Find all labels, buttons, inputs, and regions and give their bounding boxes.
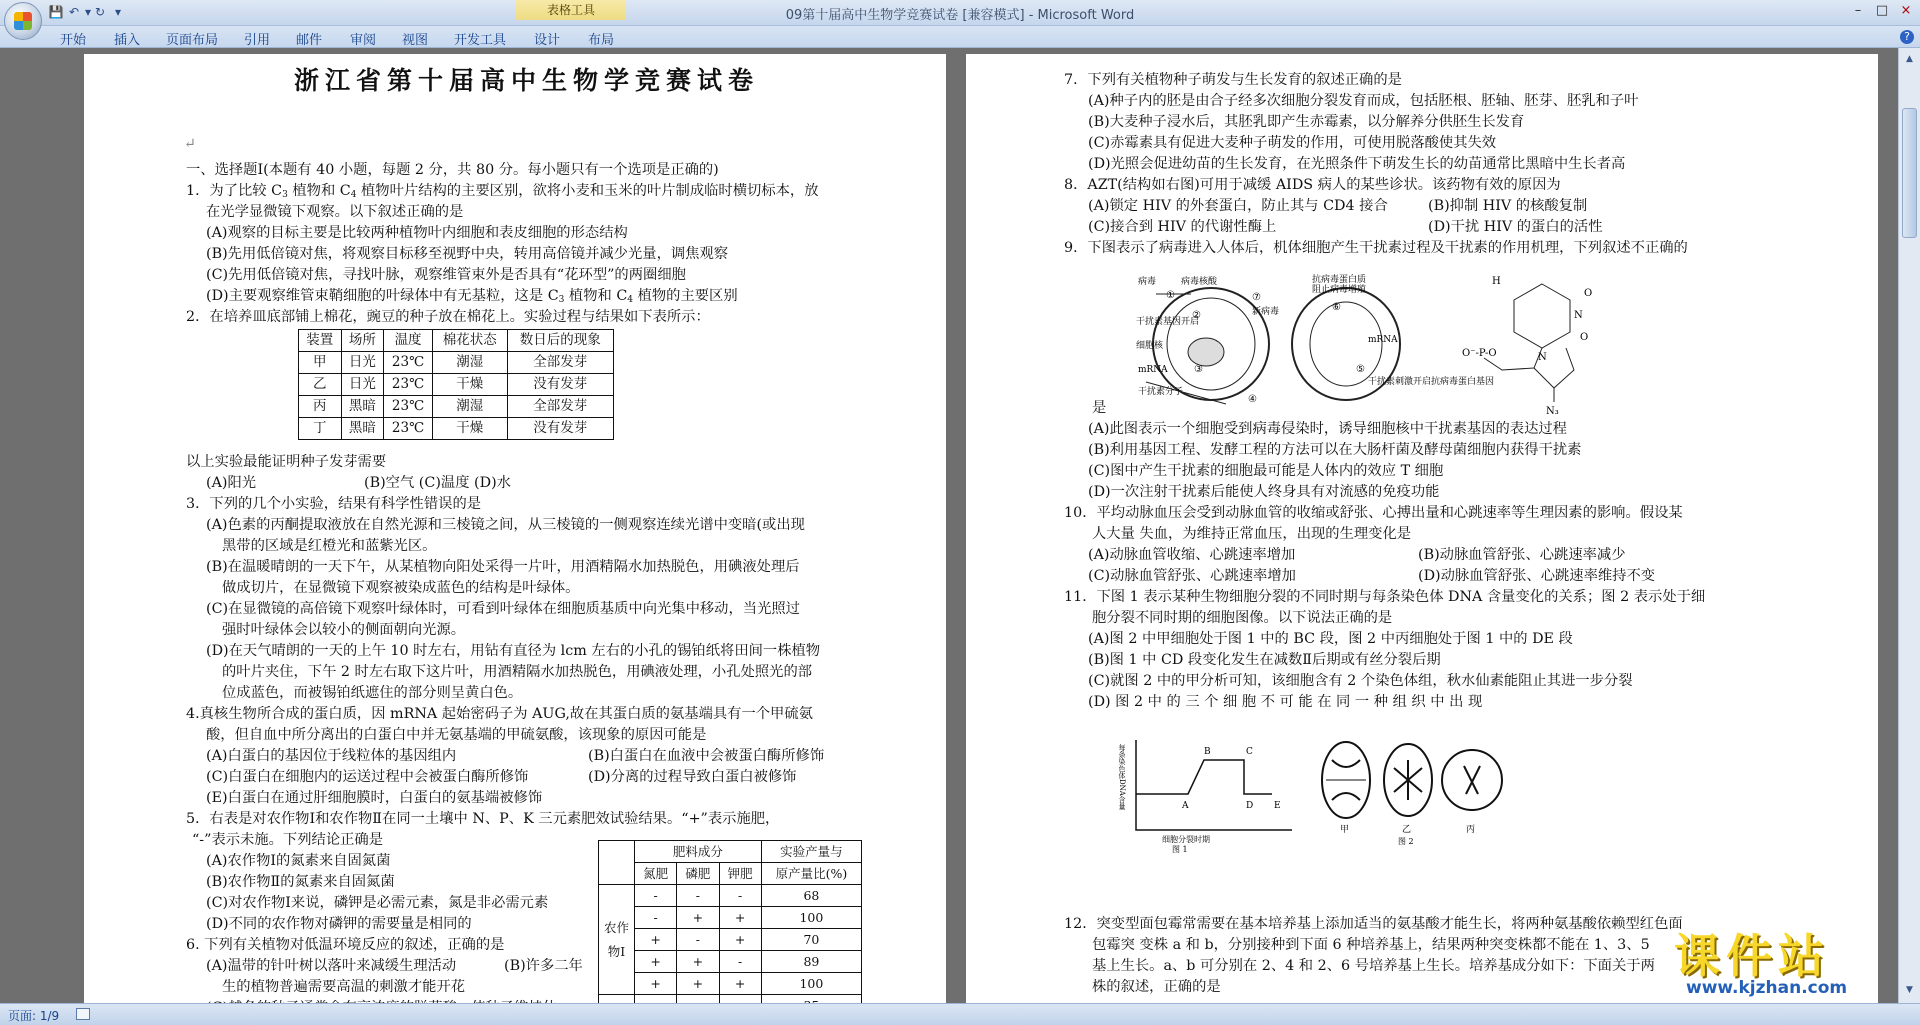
- option-4a: (A)白蛋白的基因位于线粒体的基因组内: [206, 748, 457, 764]
- table-header-row: [299, 330, 614, 352]
- table-cell: 黑暗: [341, 396, 384, 418]
- table-cell: 全部发芽: [507, 396, 614, 418]
- option-3b: (B)在温暖晴朗的一天下午，从某植物向阳处采得一片叶，用酒精隔水加热脱色，用碘液处理后: [206, 559, 800, 575]
- option-7a: (A)种子内的胚是由合子经多次细胞分裂发育而成，包括胚根、胚轴、胚芽、胚乳和子叶: [1088, 93, 1639, 109]
- table-cell: 甲: [299, 352, 342, 374]
- help-icon[interactable]: ?: [1900, 30, 1914, 44]
- office-logo-icon: [14, 12, 32, 30]
- page-title: 浙江省第十届高中生物学竞赛试卷: [294, 66, 760, 95]
- option-10c: (C)动脉血管舒张、心跳速率增加: [1088, 568, 1296, 584]
- option-9b: (B)利用基因工程、发酵工程的方法可以在大肠杆菌及酵母菌细胞内获得干扰素: [1088, 442, 1582, 458]
- option-5b: (B)农作物Ⅱ的氮素来自固氮菌: [206, 874, 395, 890]
- table-cell: 丁: [299, 418, 342, 440]
- option-11a: (A)图 2 中甲细胞处于图 1 中的 BC 段，图 2 中丙细胞处于图 1 中的 DE 段: [1088, 631, 1573, 647]
- graph-point-d: D: [1246, 801, 1254, 811]
- step-7: ⑦: [1252, 292, 1261, 303]
- label-antiviral-protein: 抗病毒蛋白质: [1312, 275, 1367, 285]
- option-3d-line2: 的叶片夹住，下午 2 时左右取下这片叶，用酒精隔水加热脱色，用碘液处理，小孔处照光的部: [222, 664, 813, 680]
- cell-yi-label: 乙: [1402, 825, 1412, 835]
- proofing-icon[interactable]: [76, 1008, 90, 1020]
- question-1-line2: 在光学显微镜下观察。以下叙述正确的是: [206, 204, 464, 220]
- option-1c: (C)先用低倍镜对焦，寻找叶脉，观察维管束外是否具有“花环型”的两圈细胞: [206, 267, 686, 283]
- option-5a: (A)农作物Ⅰ的氮素来自固氮菌: [206, 853, 391, 869]
- table-cell: +: [635, 929, 677, 951]
- table-cell: 潮湿: [432, 396, 507, 418]
- graph-y-label: 每条染色体DNA含量: [1118, 744, 1126, 810]
- option-3d-line3: 位成蓝色，而被锡铂纸遮住的部分则呈黄白色。: [222, 685, 523, 701]
- table-cell: 没有发芽: [507, 374, 614, 396]
- question-2: 2．在培养皿底部铺上棉花，豌豆的种子放在棉花上。实验过程与结果如下表所示：: [186, 309, 710, 325]
- page-1: [84, 54, 946, 1014]
- status-bar: [0, 1003, 1920, 1025]
- table-cell: 干燥: [432, 374, 507, 396]
- table-cell: 丙: [299, 396, 342, 418]
- option-4c: (C)白蛋白在细胞内的运送过程中会被蛋白酶所修饰: [206, 769, 529, 785]
- table-cell: +: [677, 907, 719, 929]
- table-cell: 23℃: [384, 418, 433, 440]
- tab-review[interactable]: 审阅: [350, 33, 377, 48]
- customize-qat-icon[interactable]: ▾: [114, 5, 122, 19]
- table-header: 实验产量与: [761, 841, 861, 863]
- table-header: 原产量比(%): [761, 863, 861, 885]
- option-9a: (A)此图表示一个细胞受到病毒侵染时，诱导细胞核中干扰素基因的表达过程: [1088, 421, 1567, 437]
- table-cell: -: [719, 885, 761, 907]
- table-cell: +: [719, 973, 761, 995]
- ribbon-tabs: [0, 26, 1920, 48]
- question-11: 11．下图 1 表示某种生物细胞分裂的不同时期与每条染色体 DNA 含量变化的关系；图 2 表示处于细: [1064, 589, 1706, 605]
- table-header: 棉花状态: [432, 330, 507, 352]
- close-button[interactable]: ×: [1900, 3, 1912, 18]
- question-5-line2: “-”表示未施。下列结论正确是: [192, 832, 384, 848]
- option-9d: (D)一次注射干扰素后能使人终身具有对流感的免疫功能: [1088, 484, 1440, 500]
- table-header: 磷肥: [677, 863, 719, 885]
- undo-dropdown-icon[interactable]: ▾: [84, 5, 92, 19]
- option-8a: (A)锁定 HIV 的外套蛋白，防止其与 CD4 接合: [1088, 198, 1388, 214]
- table-row: [599, 907, 862, 929]
- figure-1-label: 图 1: [1172, 845, 1188, 854]
- table-cell: 23℃: [384, 352, 433, 374]
- minimize-button[interactable]: –: [1854, 3, 1862, 18]
- table-cell: 潮湿: [432, 352, 507, 374]
- option-6a: (A)温带的针叶树以落叶来减缓生理活动: [206, 958, 457, 974]
- option-1b: (B)先用低倍镜对焦，将观察目标移至视野中央，转用高倍镜并减少光量，调焦观察: [206, 246, 729, 262]
- question-12-line2: 包霉突 变株 a 和 b，分别接种到下面 6 种培养基上，结果两种突变株都不能在 1、3、5: [1092, 937, 1650, 953]
- option-4d: (D)分离的过程导致白蛋白被修饰: [588, 769, 797, 785]
- scroll-down-icon[interactable]: ▼: [1906, 985, 1913, 995]
- label-nucleus: 细胞核: [1136, 341, 1164, 351]
- option-7b: (B)大麦种子浸水后，其胚乳即产生赤霉素，以分解养分供胚生长发育: [1088, 114, 1525, 130]
- table-cell: +: [719, 907, 761, 929]
- tab-insert[interactable]: 插入: [114, 33, 141, 48]
- option-11d: (D) 图 2 中 的 三 个 细 胞 不 可 能 在 同 一 种 组 织 中 出 现: [1088, 694, 1483, 710]
- option-3d: (D)在天气晴朗的一天的上午 10 时左右，用钻有直径为 lcm 左右的小孔的锡铂纸将田间一株植物: [206, 643, 821, 659]
- option-3c-line2: 强时叶绿体会以较小的侧面朝向光源。: [222, 622, 466, 638]
- tab-mailings[interactable]: 邮件: [296, 33, 323, 48]
- table-cell: 日光: [341, 374, 384, 396]
- graph-point-e: E: [1274, 801, 1281, 811]
- table-cell: 乙: [299, 374, 342, 396]
- table-cell: 70: [761, 929, 861, 951]
- option-9c: (C)图中产生干扰素的细胞最可能是人体内的效应 T 细胞: [1088, 463, 1444, 479]
- table-cell: 23℃: [384, 396, 433, 418]
- question-10: 10．平均动脉血压会受到动脉血管的收缩或舒张、心搏出量和心跳速率等生理因素的影响。假设某: [1064, 505, 1683, 521]
- label-ifn-gene: 干扰素基因开启: [1136, 317, 1200, 327]
- atom-n-1: N: [1574, 310, 1583, 321]
- table-cell: 100: [761, 907, 861, 929]
- question-7: 7．下列有关植物种子萌发与生长发育的叙述正确的是: [1064, 72, 1402, 88]
- page-2: [966, 54, 1878, 1014]
- label-new-virus: 新病毒: [1252, 307, 1280, 317]
- office-button[interactable]: [4, 2, 42, 40]
- option-10d: (D)动脉血管舒张、心跳速率维持不变: [1418, 568, 1656, 584]
- table-row: [299, 396, 614, 418]
- graph-x-label: 细胞分裂时期: [1162, 835, 1210, 844]
- table-cell: -: [719, 951, 761, 973]
- atom-n-2: N: [1538, 352, 1547, 363]
- phosphate-group: O⁻-P-O: [1462, 348, 1497, 359]
- table-header: 氮肥: [635, 863, 677, 885]
- cell-jia-label: 甲: [1340, 825, 1350, 835]
- option-5d: (D)不同的农作物对磷钾的需要量是相同的: [206, 916, 472, 932]
- scroll-up-icon[interactable]: ▲: [1906, 54, 1913, 64]
- option-1a: (A)观察的目标主要是比较两种植物叶内细胞和表皮细胞的形态结构: [206, 225, 628, 241]
- table-header: 钾肥: [719, 863, 761, 885]
- option-3a: (A)色素的丙酮提取液放在自然光源和三棱镜之间，从三棱镜的一侧观察连续光谱中变暗(或出现: [206, 517, 805, 533]
- table-cell: -: [677, 885, 719, 907]
- option-4b: (B)白蛋白在血液中会被蛋白酶所修饰: [588, 748, 825, 764]
- undo-icon[interactable]: ↶: [68, 5, 80, 19]
- label-mrna-2: mRNA: [1368, 335, 1398, 345]
- step-6: ⑥: [1332, 302, 1341, 313]
- option-10a: (A)动脉血管收缩、心跳速率增加: [1088, 547, 1296, 563]
- cell-images: [1318, 740, 1508, 848]
- cell-bing-label: 丙: [1466, 825, 1476, 835]
- table-cell: 100: [761, 973, 861, 995]
- atom-h: H: [1492, 276, 1501, 287]
- table-cell: 89: [761, 951, 861, 973]
- section-heading: 一、选择题Ⅰ(本题有 40 小题，每题 2 分，共 80 分。每小题只有一个选项是正确的): [186, 162, 719, 178]
- option-7c: (C)赤霉素具有促进大麦种子萌发的作用，可使用脱落酸使其失效: [1088, 135, 1497, 151]
- table-cell: +: [635, 973, 677, 995]
- watermark-logo: 课件站: [1674, 929, 1830, 983]
- option-3c: (C)在显微镜的高倍镜下观察叶绿体时，可看到叶绿体在细胞质基质中向光集中移动，当光照过: [206, 601, 800, 617]
- question-10-line2: 人大量 失血，为维持正常血压，出现的生理变化是: [1092, 526, 1412, 542]
- table-header: 肥料成分: [635, 841, 762, 863]
- step-5: ⑤: [1356, 364, 1365, 375]
- table-cell: +: [677, 973, 719, 995]
- question-4-line2: 酸，但自血中所分离出的白蛋白中并无氨基端的甲硫氨酸，该现象的原因可能是: [206, 727, 707, 743]
- table-cell: 农作物Ⅰ: [599, 885, 635, 995]
- table-row: [299, 418, 614, 440]
- title-bar: [0, 0, 1920, 26]
- table-cell: 68: [761, 885, 861, 907]
- table-header: 场所: [341, 330, 384, 352]
- paragraph-mark: ↵: [184, 136, 196, 152]
- label-ifn-molecule: 干扰素分子: [1138, 387, 1184, 397]
- tab-page-layout[interactable]: 页面布局: [166, 33, 219, 48]
- table-header: 装置: [299, 330, 342, 352]
- azt-structure: [1462, 266, 1632, 416]
- option-7d: (D)光照会促进幼苗的生长发育，在光照条件下萌发生长的幼苗通常比黑暗中生长者高: [1088, 156, 1626, 172]
- graph-point-b: B: [1204, 747, 1211, 757]
- question-9-tail: 是: [1092, 400, 1107, 416]
- option-10b: (B)动脉血管舒张、心跳速率减少: [1418, 547, 1626, 563]
- table-cell: 日光: [341, 352, 384, 374]
- graph-point-c: C: [1246, 747, 1253, 757]
- question-1: 1．为了比较 $C_3$ 植物和 $C_4$ 植物叶片结构的主要区别，欲将小麦和玉米的叶片制成临时横切标本，放: [186, 183, 819, 200]
- tab-home[interactable]: 开始: [60, 33, 87, 48]
- step-4: ④: [1248, 394, 1257, 405]
- table-cell: 没有发芽: [507, 418, 614, 440]
- option-8b: (B)抑制 HIV 的核酸复制: [1428, 198, 1588, 214]
- question-3: 3．下列的几个小实验，结果有科学性错误的是: [186, 496, 482, 512]
- option-5c: (C)对农作物Ⅰ来说，磷钾是必需元素，氮是非必需元素: [206, 895, 549, 911]
- save-icon[interactable]: 💾: [48, 5, 64, 19]
- table-header: 数日后的现象: [507, 330, 614, 352]
- site-watermark: [1666, 920, 1916, 1000]
- option-11b: (B)图 1 中 CD 段变化发生在减数Ⅱ后期或有丝分裂后期: [1088, 652, 1441, 668]
- watermark-url: www.kjzhan.com: [1686, 978, 1848, 998]
- table-row: [299, 352, 614, 374]
- label-mrna: mRNA: [1138, 365, 1168, 375]
- table-cell: +: [719, 929, 761, 951]
- scroll-thumb[interactable]: [1902, 108, 1917, 238]
- context-tab-label: 表格工具: [516, 0, 626, 20]
- question-5: 5．右表是对农作物Ⅰ和农作物Ⅱ在同一土壤中 N、P、K 三元素肥效试验结果。“+”表示施肥，: [186, 811, 780, 827]
- table-cell: [599, 841, 635, 885]
- label-block-virus: 阻止病毒增殖: [1312, 285, 1367, 295]
- table-cell: +: [677, 951, 719, 973]
- table-row: [599, 885, 862, 907]
- experiment-table: [298, 329, 614, 440]
- tab-references[interactable]: 引用: [244, 33, 271, 48]
- redo-icon[interactable]: ↻: [94, 5, 106, 19]
- table-cell: -: [635, 907, 677, 929]
- dna-content-graph: [1118, 734, 1302, 854]
- tab-developer[interactable]: 开发工具: [454, 33, 507, 48]
- figure-2-label: 图 2: [1398, 837, 1414, 846]
- question-12: 12．突变型面包霉常需要在基本培养基上添加适当的氨基酸才能生长，将两种氨基酸依赖型红色面: [1064, 916, 1683, 932]
- label-virus: 病毒: [1138, 277, 1157, 287]
- question-4: 4.真核生物所合成的蛋白质，因 mRNA 起始密码子为 AUG,故在其蛋白质的氨基端具有一个甲硫氨: [186, 706, 813, 722]
- step-2: ②: [1192, 310, 1201, 321]
- atom-o-1: O: [1584, 288, 1593, 299]
- tab-view[interactable]: 视图: [402, 33, 429, 48]
- table-header-row: [599, 863, 862, 885]
- table-cell: 全部发芽: [507, 352, 614, 374]
- graph-point-a: A: [1182, 801, 1189, 811]
- page-indicator[interactable]: 页面: 1/9: [8, 1009, 60, 1023]
- option-8d: (D)干扰 HIV 的蛋白的活性: [1428, 219, 1603, 235]
- table-cell: -: [677, 929, 719, 951]
- question-12-line4: 株的叙述，正确的是: [1092, 979, 1221, 995]
- option-6b-line2: 生的植物普遍需要高温的刺激才能开花: [222, 979, 466, 995]
- vertical-scrollbar[interactable]: [1898, 48, 1920, 1003]
- option-6b: (B)许多二年: [504, 958, 583, 974]
- table-cell: +: [635, 951, 677, 973]
- table-cell: -: [635, 885, 677, 907]
- question-8: 8．AZT(结构如右图)可用于减缓 AIDS 病人的某些诊状。该药物有效的原因为: [1064, 177, 1561, 193]
- option-3b-line2: 做成切片，在显微镜下观察被染成蓝色的结构是叶绿体。: [222, 580, 580, 596]
- option-1d: (D)主要观察维管束鞘细胞的叶绿体中有无基粒，这是 $C_3$ 植物和 $C_4$ 植物的主要区别: [206, 288, 738, 305]
- table-header: 温度: [384, 330, 433, 352]
- table-cell: 23℃: [384, 374, 433, 396]
- fertilizer-table: [598, 840, 862, 1017]
- option-2bcd: (B)空气 (C)温度 (D)水: [364, 475, 511, 491]
- question-11-line2: 胞分裂不同时期的细胞图像。以下说法正确的是: [1092, 610, 1393, 626]
- table-row: [599, 973, 862, 995]
- tab-design[interactable]: 设计: [534, 33, 561, 48]
- table-header-row: [599, 841, 862, 863]
- option-3a-line2: 黑带的区域是红橙光和蓝紫光区。: [222, 538, 437, 554]
- option-4e: (E)白蛋白在通过肝细胞膜时，白蛋白的氨基端被修饰: [206, 790, 543, 806]
- document-workspace: [0, 48, 1898, 1003]
- question-9: 9．下图表示了病毒进入人体后，机体细胞产生干扰素过程及干扰素的作用机理，下列叙述不正确的: [1064, 240, 1688, 256]
- tab-layout[interactable]: 布局: [588, 33, 615, 48]
- question-2-after: 以上实验最能证明种子发芽需要: [186, 454, 387, 470]
- azido-group: N₃: [1546, 406, 1559, 417]
- maximize-button[interactable]: □: [1875, 3, 1889, 18]
- table-row: [599, 951, 862, 973]
- table-cell: 干燥: [432, 418, 507, 440]
- option-8c: (C)接合到 HIV 的代谢性酶上: [1088, 219, 1277, 235]
- label-viral-nucleic: 病毒核酸: [1181, 277, 1218, 287]
- atom-o-2: O: [1580, 332, 1589, 343]
- table-row: [299, 374, 614, 396]
- question-6: 6. 下列有关植物对低温环境反应的叙述，正确的是: [186, 937, 505, 953]
- label-ifn-activate: 干扰素刺激开启抗病毒蛋白基因: [1368, 377, 1495, 387]
- option-11c: (C)就图 2 中的甲分析可知，该细胞含有 2 个染色体组，秋水仙素能阻止其进一步分裂: [1088, 673, 1633, 689]
- step-1: ①: [1166, 290, 1175, 301]
- step-3: ③: [1194, 364, 1203, 375]
- question-12-line3: 基上生长。a、b 可分别在 2、4 和 2、6 号培养基上生长。培养基成分如下：下面关于两: [1092, 958, 1655, 974]
- table-row: [599, 929, 862, 951]
- table-cell: 黑暗: [341, 418, 384, 440]
- option-2a: (A)阳光: [206, 475, 257, 491]
- document-title: 09第十届高中生物学竞赛试卷 [兼容模式] - Microsoft Word: [785, 8, 1135, 23]
